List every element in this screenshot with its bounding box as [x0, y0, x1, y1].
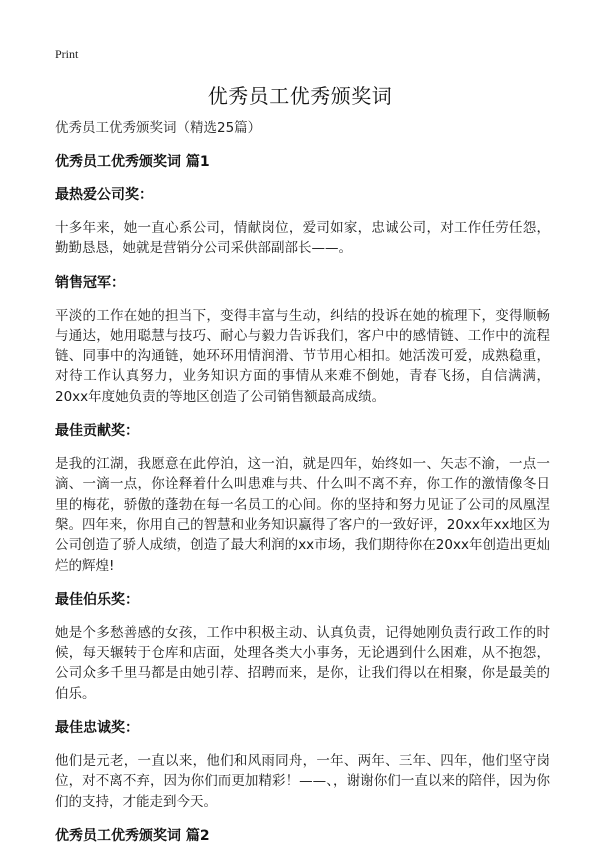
document-subtitle: 优秀员工优秀颁奖词（精选25篇） — [55, 120, 262, 136]
award-best-contribution — [55, 421, 550, 576]
award-sales-champion — [55, 273, 550, 407]
award-text: 平淡的工作在她的担当下，变得丰富与生动，纠结的投诉在她的梳理下，变得顺畅与通达，她用聪慧与技巧、耐心与毅力告诉我们，客户中的感情链、工作中的流程链、同事中的沟通链，她环环用情润滑、节节用心相扣。她活泼可爱，成熟稳重，对待工作认真努力，业务知识方面的事情从来难不倒她，青春飞扬，自信满满，20xx年度她负责的等地区创造了公司销售额最高成绩。 — [55, 307, 550, 405]
award-best-loyalty — [55, 718, 550, 812]
award-title: 最佳贡献奖： — [55, 423, 139, 440]
award-title: 最佳忠诚奖： — [55, 720, 139, 737]
award-best-talent-scout — [55, 590, 550, 704]
award-text: 她是个多愁善感的女孩，工作中积极主动、认真负责，记得她刚负责行政工作的时候，每天辗转于仓库和店面，处理各类大小事务，无论遇到什么困难，从不抱怨，公司众多千里马都是由她引荐、招聘而来，是你，让我们得以在相聚，你是最美的伯乐。 — [55, 624, 550, 702]
section-title: 优秀员工优秀颁奖词 篇1 — [55, 154, 210, 170]
award-text: 他们是元老，一直以来，他们和风雨同舟，一年、两年、三年、四年，他们坚守岗位，对不离不弃，因为你们而更加精彩！——、，谢谢你们一直以来的陪伴，因为你们的支持，才能走到今天。 — [55, 753, 550, 810]
award-text: 是我的江湖，我愿意在此停泊，这一泊，就是四年，始终如一、矢志不渝，一点一滴、一滴一点，你诠释着什么叫患难与共、什么叫不离不弃，你工作的激情像冬日里的梅花，骄傲的蓬勃在每一名员工的心间。你的坚持和努力见证了公司的凤凰涅槃。四年来，你用自己的智慧和业务知识赢得了客户的一致好评，20xx年xx地区为公司创造了骄人成绩，创造了最大利润的xx市场，我们期待你在20xx年创造出更灿烂的辉煌! — [55, 456, 550, 574]
award-title: 销售冠军： — [55, 274, 125, 291]
award-title: 最佳伯乐奖： — [55, 591, 139, 608]
award-title: 最热爱公司奖： — [55, 187, 153, 203]
section-title: 优秀员工优秀颁奖词 篇2 — [55, 827, 210, 844]
award-text: 十多年来，她一直心系公司，情献岗位，爱司如家，忠诚公司，对工作任劳任怨，勤勤恳恳，她就是营销分公司采供部副部长——。 — [55, 220, 550, 257]
award-most-loyal-to-company — [55, 185, 550, 259]
section-1 — [55, 152, 550, 812]
document-body — [55, 118, 550, 859]
document-title: 优秀员工优秀颁奖词 — [207, 84, 393, 108]
section-2 — [55, 826, 550, 846]
print-label: Print — [55, 47, 79, 61]
